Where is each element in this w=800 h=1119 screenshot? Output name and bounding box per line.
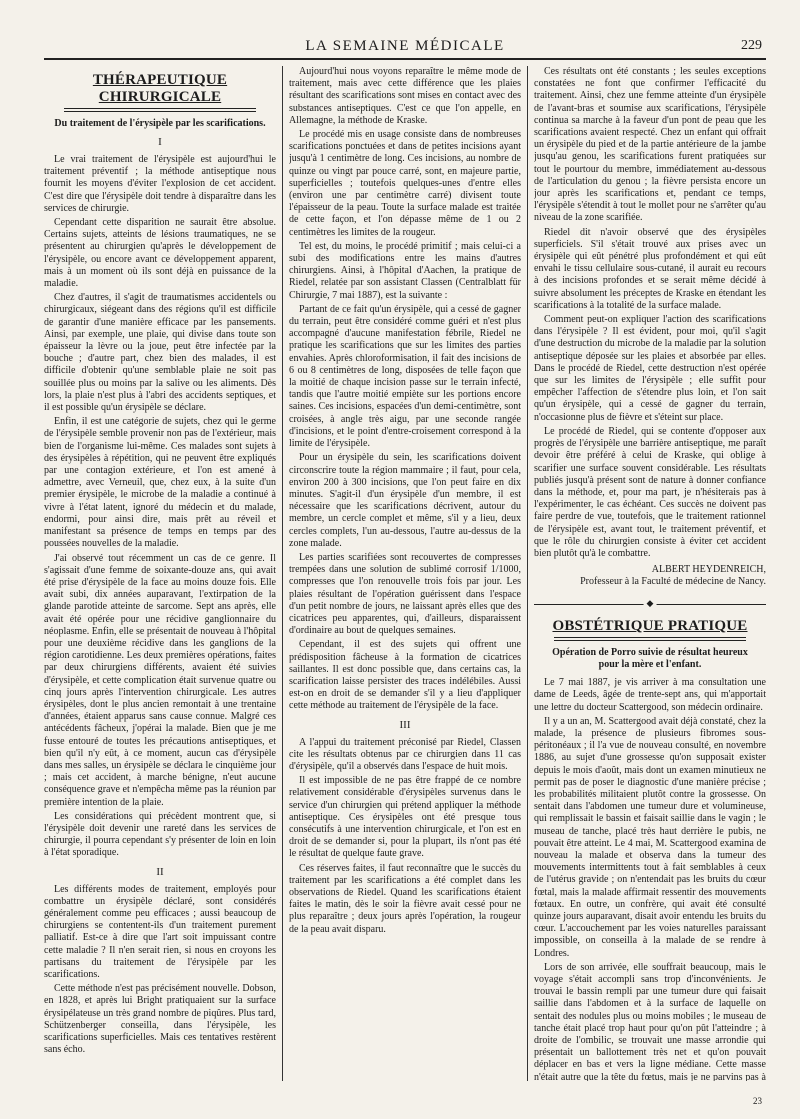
article-paragraph: Pour un érysipèle du sein, les scarifications doivent circonscrire toute la région mammaire ; il faut, pour cela, environ 200 à 300 incisions, que l'on peut faire en dix minutes. S'agit-il d'un érysipèle d'un membre, il est nécessaire que les scarifications décrivent, autour du membre, un cercle complet et même, s'il y a lieu, deux cercles complets, l'un au-dessous, l'autre au-dessus de la zone malade.: [289, 452, 521, 549]
article-paragraph: Le procédé mis en usage consiste dans de nombreuses scarifications ponctuées et dans de petites incisions ayant jusqu'à 1 centimètre de long. Ces incisions, au nombre de quinze ou vingt par pouce carré, sont, en majeure partie, superficielles ; toutefois quelques-unes d'entre elles (environ une par centimètre carré) divisent toute l'épaisseur de la peau. Toute la surface malade est traitée de cette façon, et l'on dépasse même de 1 ou 2 centimètres les limites de la rougeur.: [289, 129, 521, 238]
column-rule: [527, 66, 528, 1081]
section-heading-obstetrique: OBSTÉTRIQUE PRATIQUE: [552, 618, 748, 635]
article-paragraph: J'ai observé tout récemment un cas de ce genre. Il s'agissait d'une femme de soixante-douze ans, qui avait été prise d'érysipèle de la face au moins douze fois. Elle avait subi, dix années auparavant, l'extirpation de la glande parotide atteinte de sarcome. Sept ans après, elle avait été opérée pour une récidive ganglionnaire du néoplasme. Enfin, elle se présentait de nouveau à l'hôpital pour une deuxième récidive dans les ganglions de la région carotidienne. Les deux premières opérations, faites par deux chirurgiens différents, avaient été suivies d'érysipèle, et cette complication était survenue quatre ou cinq jours après l'intervention chirurgicale. Les autres érysipèles, dont le plus ancien remontait à une trentaine d'années, étaient apparus sans cause connue. Malgré ces antécédents fâcheux, j'opérai la malade. Bien que je me fusse entouré de toutes les précautions antiseptiques, et bien qu'il n'y eût, à ce moment, aucun cas d'érysipèle dans mes salles, un érysipèle se déclara le cinquième jour ; mais cet accident, à marche bénigne, n'eut aucune conséquence grave et n'empêcha même pas la réunion par première intention de la plaie.: [44, 552, 276, 808]
article-paragraph: Il est impossible de ne pas être frappé de ce nombre relativement considérable d'érysipèles survenus dans le service d'un chirurgien qui prétend appliquer la méthode antiseptique. Ces érysipèles ont été presque tous consécutifs à une intervention chirurgicale, et l'on est en droit de se demander si, pour la plupart, ils n'ont pas été le résultat de quelque faute grave.: [289, 775, 521, 860]
text-columns: [44, 66, 766, 1081]
article-paragraph: Comment peut-on expliquer l'action des scarifications dans l'érysipèle ? Il est évident, pour moi, qu'il s'agit d'une destruction du microbe de la maladie par la solution antiseptique déposée sur les plaies et absorbée par elles. Dans le procédé de Riedel, cette destruction n'est opérée que sur les limites de l'érysipèle ; elle suffit pour empêcher l'affection de s'étendre plus loin, et l'on sait qu'un érysipèle, qui a cessé de gagner du terrain, n'occasionne plus de fièvre et s'éteint sur place.: [534, 314, 766, 423]
article-paragraph: Riedel dit n'avoir observé que des érysipèles superficiels. S'il s'était trouvé aux prises avec un érysipèle qui eût pénétré plus profondément et qui eût envahi le tissu cellulaire sous-cutané, il aurait eu recours à des incisions profondes et se serait même décidé à suivre absolument les préceptes de Kraske en étendant les scarifications à la totalité de la surface malade.: [534, 226, 766, 311]
article-paragraph: Les considérations qui précèdent montrent que, si l'érysipèle doit devenir une rareté dans les services de chirurgie, il pourra cependant s'y présenter de loin en loin à l'état sporadique.: [44, 810, 276, 859]
article-paragraph: Cependant cette disparition ne saurait être absolue. Certains sujets, atteints de lésions traumatiques, ne se présentent au chirurgien qu'après le développement de l'érysipèle, ou encore avant ce développement apparent, mais à un moment où ils sont déjà en puissance de la maladie.: [44, 217, 276, 290]
author-title: Professeur à la Faculté de médecine de Nancy.: [580, 576, 766, 588]
article-paragraph: Il y a un an, M. Scattergood avait déjà constaté, chez la malade, la présence de plusieurs fibromes sous-péritonéaux ; il l'a vue de nouveau consulté, en novembre 1886, au sujet d'une grossesse qu'on supposait exister depuis le mois d'août, mais dont un examen minutieux ne permit pas de poser le diagnostic d'une manière précise ; les probabilités militaient plutôt contre la grossesse. On sentait dans l'abdomen une tumeur dure et volumineuse, qui remplissait le bassin et faisait saillie dans le vagin ; le museau de tanche, placé très haut derrière le pubis, ne pouvait être atteint. Le 4 mai, M. Scattergood examina de nouveau la malade et observa dans la tumeur des mouvements intermittents tout à fait semblables à ceux de l'utérus gravide ; on n'entendait pas les bruits du cœur fœtal, mais la malade affirmait ressentir des mouvements fœtaux. En outre, un confrère, qui avait été consulté quinze jours auparavant, disait avoir entendu les bruits du cœur. L'accouchement par les voies naturelles paraissant impossible, on conseilla à la malade de se rendre à Londres.: [534, 715, 766, 959]
heading-rule: [64, 108, 256, 112]
section-numeral: III: [399, 718, 411, 731]
article-paragraph: Ces réserves faites, il faut reconnaître que le succès du traitement par les scarifications a été complet dans les observations de Riedel. Quand les scarifications étaient faites le matin, dès le soir la fièvre avait cessé pour ne plus reparaître ; deux jours après l'opération, la rougeur de la peau avait disparu.: [289, 862, 521, 935]
journal-title: LA SEMAINE MÉDICALE: [305, 38, 505, 54]
article-subheading: Du traitement de l'érysipèle par les scarifications.: [54, 118, 266, 129]
article-paragraph: Chez d'autres, il s'agit de traumatismes accidentels ou chirurgicaux, siégeant dans des régions qu'il est difficile de garantir d'une manière efficace par les pansements. Ainsi, par exemple, une plaie, qui divise dans toute son épaisseur la lèvre ou la joue, peut être infectée par la bouche ; d'autre part, chez bien des malades, il est difficile d'obtenir qu'une semblable plaie ne soit pas souillée plus ou moins par la salive ou les aliments. Dès lors, la plaie n'est plus à l'abri des accidents septiques, et il est possible qu'un érysipèle se déclare.: [44, 292, 276, 414]
column-right: [534, 66, 766, 1081]
section-numeral: II: [156, 865, 164, 878]
article-paragraph: Le procédé de Riedel, qui se contente d'opposer aux progrès de l'érysipèle une barrière antiseptique, me paraît devoir être préféré à celui de Kraske, qui oblige à scarifier une surface souvent considérable. Les résultats publiés jusqu'à présent sont de nature à donner confiance dans la méthode, et, pour ma part, je n'hésiterais pas à l'expérimenter, le cas échéant. Ces succès ne doivent pas faire perdre de vue, toutefois, que le traitement rationnel de l'érysipèle est, avant tout, le traitement préventif, et que le rôle du chirurgien consiste à éviter cet accident bien plutôt qu'à le combattre.: [534, 425, 766, 559]
article-subheading: Opération de Porro suivie de résultat heureux pour la mère et l'enfant.: [552, 647, 748, 671]
article-paragraph: Les différents modes de traitement, employés pour combattre un érysipèle déclaré, sont considérés généralement comme peu efficaces ; aussi beaucoup de chirurgiens se contentent-ils d'un traitement purement palliatif. Est-ce à dire que l'art soit impuissant contre cette maladie ? Il n'en serait rien, si nous en croyons les partisans du traitement de l'érysipèle par les scarifications.: [44, 883, 276, 980]
section-numeral: I: [158, 136, 162, 148]
author-name: ALBERT HEYDENREICH,: [651, 564, 766, 576]
article-paragraph: Cependant, il est des sujets qui offrent une prédisposition fâcheuse à la formation de cicatrices saillantes. Il est donc possible que, dans certains cas, la scarification laisse persister des traces indélébiles. Aussi est-on en droit de se demander s'il y a lieu d'appliquer cette méthode au traitement de l'érysipèle de la face.: [289, 639, 521, 712]
running-header: [44, 36, 766, 60]
author-signature: [534, 564, 766, 588]
section-heading-therapeutique: THÉRAPEUTIQUE CHIRURGICALE: [92, 72, 228, 105]
article-paragraph: Enfin, il est une catégorie de sujets, chez qui le germe de l'érysipèle semble provenir non pas de l'extérieur, mais bien de l'organisme lui-même. Ces malades sont sujets à des érysipèles à répétition, qui ne peuvent être expliqués par une contagion extérieure, et l'on est amené à admettre, avec Verneuil, que, chez eux, à la suite d'un premier érysipèle, le microbe de la maladie a continué à vivre à l'état latent, ignoré du médecin et du malade, endormi, pour ainsi dire, mais prêt au réveil et manifestant sa présence de temps en temps par des poussées nouvelles de la maladie.: [44, 416, 276, 550]
column-left: [44, 66, 276, 1081]
divider-ornament: ◆: [644, 599, 657, 609]
page-number: 229: [741, 38, 762, 53]
article-paragraph: Cette méthode n'est pas précisément nouvelle. Dobson, en 1828, et après lui Bright pratiquaient sur la surface érysipélateuse un très grand nombre de piqûres. Plus tard, Schützenberger conseilla, dans l'érysipèle, les scarifications superficielles. Mais ces tentatives restèrent sans écho.: [44, 983, 276, 1056]
column-middle: [289, 66, 521, 1081]
article-paragraph: Le vrai traitement de l'érysipèle est aujourd'hui le traitement préventif ; la méthode antiseptique nous fournit les moyens d'éviter l'explosion de cet accident. C'est dire que l'érysipèle doit tendre à disparaître dans les services de chirurgie.: [44, 154, 276, 214]
article-paragraph: Ces résultats ont été constants ; les seules exceptions constatées ne font que confirmer l'efficacité du traitement. Ainsi, chez une femme atteinte d'un érysipèle de l'avant-bras et soumise aux scarifications, l'érysipèle continua sa marche à la faveur d'un pont de peau que les scarifications avaient respecté. Chez un enfant qui offrait un érysipèle du pied et de la partie antérieure de la jambe jusqu'au genou, les scarifications furent pratiquées sur tout le pourtour du membre, immédiatement au-dessous de l'articulation du genou ; la fièvre persista encore un jour après les scarifications et, pendant ce temps, l'érysipèle s'étendit à tout le mollet pour ne s'arrêter qu'au niveau de la zone scarifiée.: [534, 66, 766, 224]
article-paragraph: A l'appui du traitement préconisé par Riedel, Classen cite les résultats obtenus par ce chirurgien dans 11 cas d'érysipèle, qu'il a observés dans l'espace de huit mois.: [289, 736, 521, 772]
journal-page: [44, 36, 766, 1106]
column-rule: [282, 66, 283, 1081]
article-paragraph: Le 7 mai 1887, je vis arriver à ma consultation une dame de Leeds, âgée de trente-sept ans, qui m'apportait une lettre du docteur Scattergood, son médecin ordinaire.: [534, 677, 766, 713]
article-paragraph: Lors de son arrivée, elle souffrait beaucoup, mais le voyage s'était accompli sans trop d'inconvénients. Je trouvai le bassin rempli par une tumeur dure qui faisait saillie dans l'abdomen et à la surface de laquelle on sentait des nodules plus ou moins mobiles ; le museau de tanche était placé trop haut pour qu'on pût l'atteindre ; à droite de l'ombilic, se trouvait une masse arrondie qui présentait un ballottement très net et qu'on pouvait déplacer en bas et vers la ligne médiane. Cette masse n'était autre que la tête du fœtus, mais je ne parvins pas à: [534, 961, 766, 1081]
article-paragraph: Tel est, du moins, le procédé primitif ; mais celui-ci a subi des modifications entre les mains d'autres chirurgiens. Ainsi, à l'hôpital d'Aachen, la pratique de Riedel, relatée par son assistant Classen (Centralblatt für Chirurgie, 7 mai 1887), est la suivante :: [289, 240, 521, 301]
heading-rule: [554, 637, 746, 641]
section-divider: [534, 598, 766, 612]
article-paragraph: Partant de ce fait qu'un érysipèle, qui a cessé de gagner du terrain, peut être considéré comme guéri et n'est plus accompagné d'aucune manifestation fébrile, Riedel ne pratique les scarifications que sur les limites des parties envahies. Après chloroformisation, il fait des incisions de 6 ou 8 centimètres de long, disposées de telle façon que la moitié de chaque incision passe sur le terrain infecté, tandis que l'autre moitié empiète sur les portions encore saines. Ces incisions, espacées d'un demi-centimètre, sont croisées, à angle très aigu, par une seconde rangée d'incisions, et le point d'entre-croisement correspond à la limite de l'érysipèle.: [289, 303, 521, 450]
article-paragraph: Les parties scarifiées sont recouvertes de compresses trempées dans une solution de sublimé corrosif 1/1000, compresses que l'on renouvelle trois fois par jour. Les plaies résultant de l'opération guérissent dans l'espace d'un petit nombre de jours, ne laissant après elles que des cicatrices peu apparentes, qui, d'ailleurs, disparaissent d'ordinaire au bout de quelques semaines.: [289, 551, 521, 637]
signature-mark: 23: [753, 1096, 762, 1106]
article-paragraph: Aujourd'hui nous voyons reparaître le même mode de traitement, mais avec cette différence que les plaies résultant des scarifications sont mises en contact avec des substances antiseptiques. C'est ce que l'on appelle, en Allemagne, la méthode de Kraske.: [289, 66, 521, 126]
